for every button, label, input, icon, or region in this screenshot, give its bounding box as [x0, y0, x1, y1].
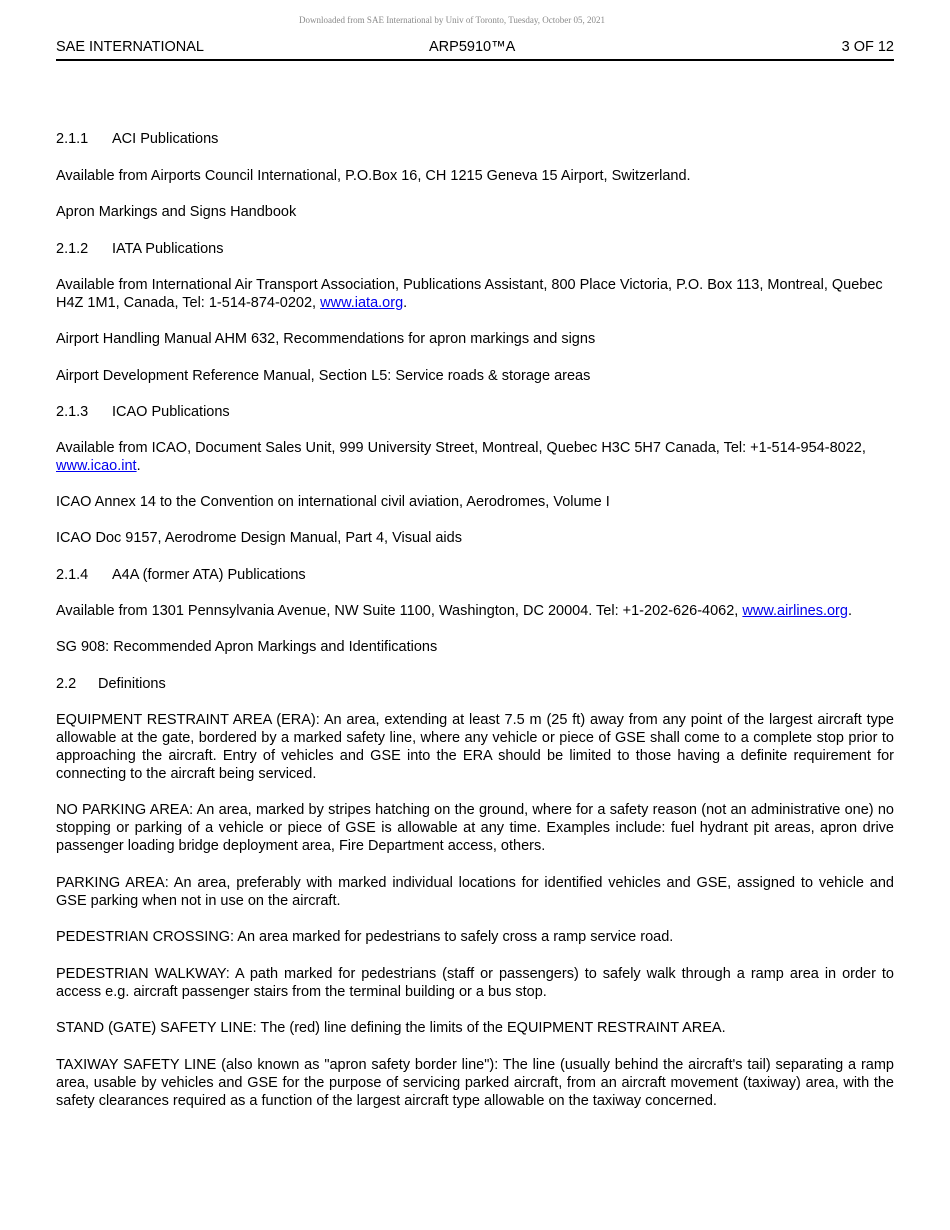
section-title: ICAO Publications — [112, 404, 230, 420]
section-number: 2.1.2 — [56, 241, 89, 257]
paragraph-text: Available from ICAO, Document Sales Unit, 999 University Street, Montreal, Quebec H3C 5H7 Canada, Tel: +1-514-954-8022, — [56, 440, 866, 456]
download-watermark: Downloaded from SAE International by Univ of Toronto, Tuesday, October 05, 2021 — [298, 15, 606, 25]
publication-item: Airport Development Reference Manual, Section L5: Service roads & storage areas — [56, 368, 591, 384]
section-number: 2.1.1 — [56, 131, 89, 147]
header-document-id: ARP5910™A — [429, 39, 516, 55]
section-title: A4A (former ATA) Publications — [112, 567, 306, 583]
header-organization: SAE INTERNATIONAL — [56, 39, 204, 55]
section-heading-2-1-3 — [56, 403, 894, 421]
paragraph: Available from Airports Council International, P.O.Box 16, CH 1215 Geneva 15 Airport, Switzerland. — [56, 168, 691, 184]
paragraph: Available from 1301 Pennsylvania Avenue, NW Suite 1100, Washington, DC 20004. Tel: +1-202-626-4062, www.airlines.org. — [56, 603, 852, 619]
section-title: ACI Publications — [112, 131, 219, 147]
section-title: Definitions — [98, 676, 166, 692]
section-heading-2-1-2 — [56, 240, 894, 258]
definition-no-parking-area: NO PARKING AREA: An area, marked by stripes hatching on the ground, where for a safety reason (not an administrative one) no stopping or parking of a vehicle or piece of GSE is allowable at any time. Examples include: fuel hydrant pit areas, apron drive passenger loading bridge deployment area, Fire Department access, others. — [56, 802, 894, 854]
publication-item: ICAO Doc 9157, Aerodrome Design Manual, Part 4, Visual aids — [56, 530, 462, 546]
publication-item: Airport Handling Manual AHM 632, Recommendations for apron markings and signs — [56, 331, 596, 347]
section-heading-2-1-1 — [56, 130, 894, 148]
section-number: 2.1.3 — [56, 404, 89, 420]
definition-stand-safety-line: STAND (GATE) SAFETY LINE: The (red) line defining the limits of the EQUIPMENT RESTRAINT AREA. — [56, 1020, 726, 1036]
section-heading-2-1-4 — [56, 566, 894, 584]
definition-pedestrian-walkway: PEDESTRIAN WALKWAY: A path marked for pedestrians (staff or passengers) to safely walk through a ramp area in order to access e.g. aircraft passenger stairs from the terminal building or a bus stop. — [56, 966, 894, 1000]
iata-link[interactable]: www.iata.org — [320, 295, 404, 311]
definition-era: EQUIPMENT RESTRAINT AREA (ERA): An area, extending at least 7.5 m (25 ft) away from any point of the largest aircraft type allowable at the gate, bordered by a marked safety line, where any vehicle or piece of GSE shall come to a complete stop prior to approaching the aircraft. Entry of vehicles and GSE into the ERA should be limited to those having a definite requirement for connecting to the aircraft being serviced. — [56, 712, 894, 782]
paragraph-text: Available from International Air Transport Association, Publications Assistant, 800 Place Victoria, P.O. Box 113, Montreal, Quebec H4Z 1M1, Canada, Tel: 1-514-874-0202, — [56, 277, 883, 311]
section-number: 2.1.4 — [56, 567, 89, 583]
header-page-number: 3 OF 12 — [841, 39, 894, 55]
page-header — [56, 38, 894, 61]
publication-item: ICAO Annex 14 to the Convention on international civil aviation, Aerodromes, Volume I — [56, 494, 610, 510]
definition-taxiway-safety-line: TAXIWAY SAFETY LINE (also known as "apron safety border line"): The line (usually behind the aircraft's tail) separating a ramp area, usable by vehicles and GSE for the purpose of servicing parked aircraft, from an aircraft movement (taxiway) area, with the safety clearances required as a function of the largest aircraft type allowable on the taxiway concerned. — [56, 1057, 894, 1109]
paragraph: Available from International Air Transport Association, Publications Assistant, 800 Place Victoria, P.O. Box 113, Montreal, Quebec H4Z 1M1, Canada, Tel: 1-514-874-0202, www.iata.org. — [56, 277, 883, 311]
paragraph-text: Available from 1301 Pennsylvania Avenue, NW Suite 1100, Washington, DC 20004. Tel: +1-202-626-4062, — [56, 603, 743, 619]
section-number: 2.2 — [56, 676, 77, 692]
a4a-link[interactable]: www.airlines.org — [742, 603, 848, 619]
page-body — [56, 128, 894, 1110]
section-title: IATA Publications — [112, 241, 224, 257]
publication-item: Apron Markings and Signs Handbook — [56, 204, 297, 220]
definition-parking-area: PARKING AREA: An area, preferably with marked individual locations for identified vehicles and GSE, assigned to vehicle and GSE parking when not in use on the aircraft. — [56, 875, 894, 909]
section-heading-2-2 — [56, 675, 894, 693]
publication-item: SG 908: Recommended Apron Markings and Identifications — [56, 639, 438, 655]
definition-pedestrian-crossing: PEDESTRIAN CROSSING: An area marked for pedestrians to safely cross a ramp service road. — [56, 929, 674, 945]
icao-link[interactable]: www.icao.int — [56, 458, 137, 474]
paragraph: Available from ICAO, Document Sales Unit, 999 University Street, Montreal, Quebec H3C 5H7 Canada, Tel: +1-514-954-8022, www.icao.int. — [56, 440, 866, 474]
